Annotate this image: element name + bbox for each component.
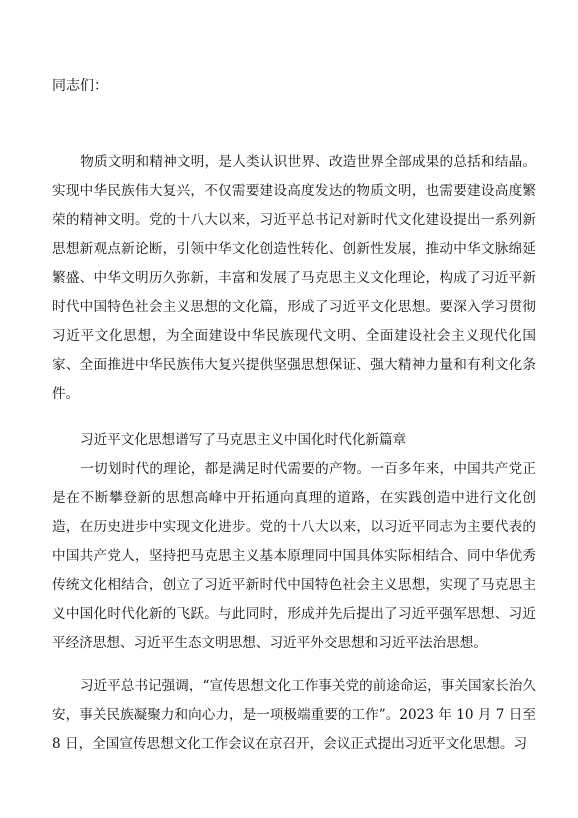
section-heading: 习近平文化思想谱写了马克思主义中国化时代化新篇章 [80, 432, 407, 448]
greeting: 同志们： [52, 78, 108, 94]
paragraph [52, 455, 536, 658]
paragraph-text: 习近平总书记强调，“宣传思想文化工作事关党的前途命运，事关国家长治久安，事关民族凝聚力和向心力，是一项极端重要的工作”。2023 年 10 月 7 日至 8 日，全国宣传思想文化工作会议在京召开，会议正式提出习近平文化思想。习 [52, 678, 536, 752]
paragraph-text: 物质文明和精神文明，是人类认识世界、改造世界全部成果的总括和结晶。实现中华民族伟大复兴，不仅需要建设高度发达的物质文明，也需要建设高度繁荣的精神文明。党的十八大以来，习近平总书记对新时代文化建设提出一系列新思想新观点新论断，引领中华文化创造性转化、创新性发展，推动中华文脉绵延繁盛、中华文明历久弥新，丰富和发展了马克思主义文化理论，构成了习近平新时代中国特色社会主义思想的文化篇，形成了习近平文化思想。要深入学习贯彻习近平文化思想，为全面建设中华民族现代文明、全面建设社会主义现代化国家、全面推进中华民族伟大复兴提供坚强思想保证、强大精神力量和有利文化条件。 [52, 154, 536, 402]
paragraph [52, 148, 536, 409]
paragraph-text: 一切划时代的理论，都是满足时代需要的产物。一百多年来，中国共产党正是在不断攀登新的思想高峰中开拓通向真理的道路，在实践创造中进行文化创造，在历史进步中实现文化进步。党的十八大以来，以习近平同志为主要代表的中国共产党人，坚持把马克思主义基本原理同中国具体实际相结合、同中华优秀传统文化相结合，创立了习近平新时代中国特色社会主义思想，实现了马克思主义中国化时代化新的飞跃。与此同时，形成并先后提出了习近平强军思想、习近平经济思想、习近平生态文明思想、习近平外交思想和习近平法治思想。 [52, 461, 536, 651]
paragraph [52, 672, 536, 759]
